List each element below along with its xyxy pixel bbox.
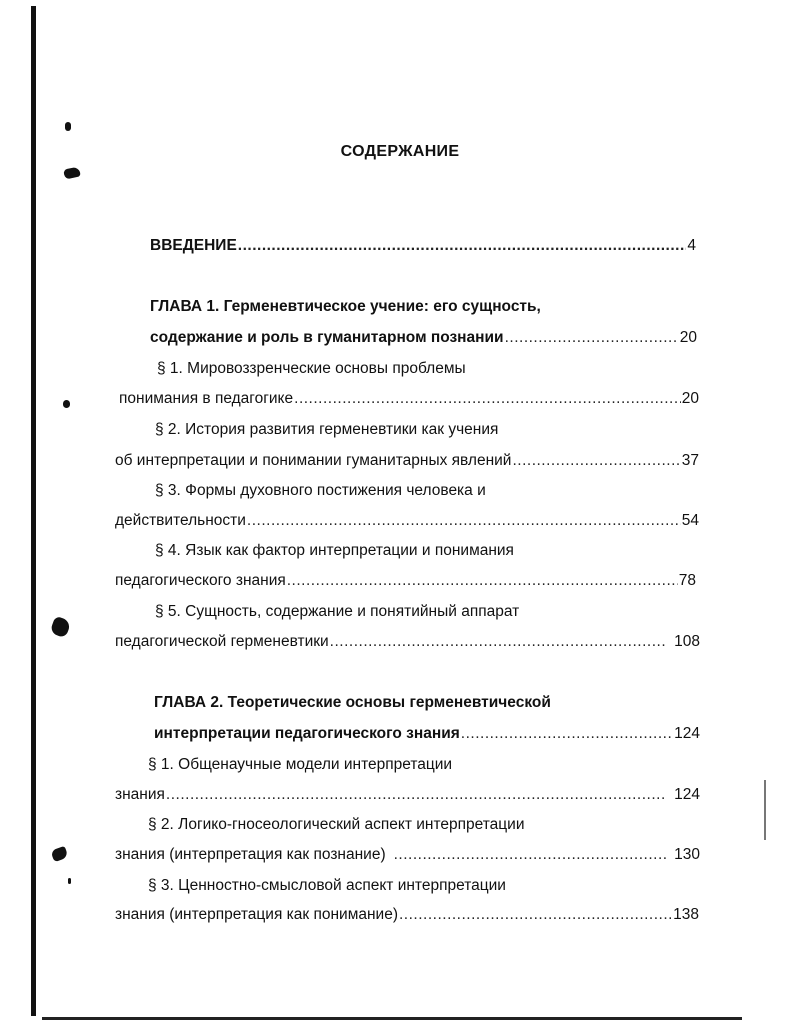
- section-title: § 2. История развития герменевтики как учения: [155, 421, 499, 438]
- leader-dots: [238, 235, 687, 257]
- section-title: § 4. Язык как фактор интерпретации и понимания: [155, 542, 514, 559]
- leader-dots: [512, 450, 680, 472]
- leader-dots: [166, 784, 667, 806]
- toc-page-number: 37: [681, 452, 699, 469]
- toc-entry-intro: [150, 235, 696, 257]
- toc-entry-section: [115, 570, 696, 592]
- toc-entry-chapter: [150, 327, 697, 349]
- section-title: § 1. Общенаучные модели интерпретации: [148, 756, 453, 773]
- toc-entry-label: понимания в педагогике: [119, 390, 294, 407]
- scan-speck: [65, 122, 71, 131]
- section-title: § 1. Мировоззренческие основы проблемы: [157, 360, 466, 377]
- section-title: § 2. Логико-гносеологический аспект интерпретации: [148, 816, 525, 833]
- toc-page-number: 54: [681, 512, 699, 529]
- scan-speck: [49, 616, 71, 639]
- leader-dots: [330, 631, 667, 653]
- toc-entry-section: [115, 510, 699, 532]
- toc-entry-label: действительности: [115, 512, 246, 529]
- leader-dots: [294, 388, 681, 410]
- toc-entry-section: [115, 784, 700, 806]
- toc-page-number: 20: [681, 390, 699, 407]
- toc-entry-label: об интерпретации и понимании гуманитарных явлений: [115, 452, 512, 469]
- toc-entry-section: [115, 904, 699, 926]
- section-title: § 3. Формы духовного постижения человека и: [155, 482, 486, 499]
- toc-entry-label: знания (интерпретация как познание): [115, 846, 386, 863]
- toc-entry-label: педагогической герменевтики: [115, 633, 329, 650]
- chapter-heading: ГЛАВА 2. Теоретические основы герменевтической: [154, 694, 551, 711]
- leader-dots: [394, 844, 668, 866]
- scan-speck: [63, 400, 70, 408]
- leader-dots: [461, 723, 673, 745]
- toc-entry-label: педагогического знания: [115, 572, 286, 589]
- toc-entry-label: знания (интерпретация как понимание): [115, 906, 398, 923]
- toc-page-number: 4: [687, 237, 696, 254]
- section-title: § 3. Ценностно-смысловой аспект интерпретации: [148, 877, 506, 894]
- section-title: § 5. Сущность, содержание и понятийный аппарат: [155, 603, 520, 620]
- page-title: СОДЕРЖАНИЕ: [340, 143, 460, 160]
- leader-dots: [247, 510, 681, 532]
- toc-page-number: 20: [679, 329, 697, 346]
- scan-speck: [63, 166, 81, 179]
- toc-entry-label: ВВЕДЕНИЕ: [150, 237, 237, 254]
- leader-dots: [287, 570, 678, 592]
- leader-dots: [399, 904, 672, 926]
- toc-entry-label: интерпретации педагогического знания: [154, 725, 460, 742]
- toc-page-number: 138: [673, 906, 699, 923]
- toc-entry-section: [115, 844, 700, 866]
- toc-entry-chapter: [154, 723, 700, 745]
- toc-entry-label: содержание и роль в гуманитарном познании: [150, 329, 504, 346]
- toc-entry-section: [115, 631, 700, 653]
- toc-page-number: 124: [674, 725, 700, 742]
- scan-border-bottom: [42, 1017, 742, 1020]
- scan-speck: [50, 846, 68, 862]
- toc-entry-label: знания: [115, 786, 165, 803]
- toc-page-number: 130: [674, 846, 700, 863]
- chapter-heading: ГЛАВА 1. Герменевтическое учение: его сущность,: [150, 298, 541, 315]
- toc-entry-section: [115, 450, 699, 472]
- toc-page-number: 124: [674, 786, 700, 803]
- toc-entry-section: [119, 388, 699, 410]
- scan-speck: [68, 878, 71, 884]
- toc-page-number: 108: [674, 633, 700, 650]
- toc-page-number: 78: [678, 572, 696, 589]
- scan-border-right: [764, 780, 766, 840]
- leader-dots: [505, 327, 679, 349]
